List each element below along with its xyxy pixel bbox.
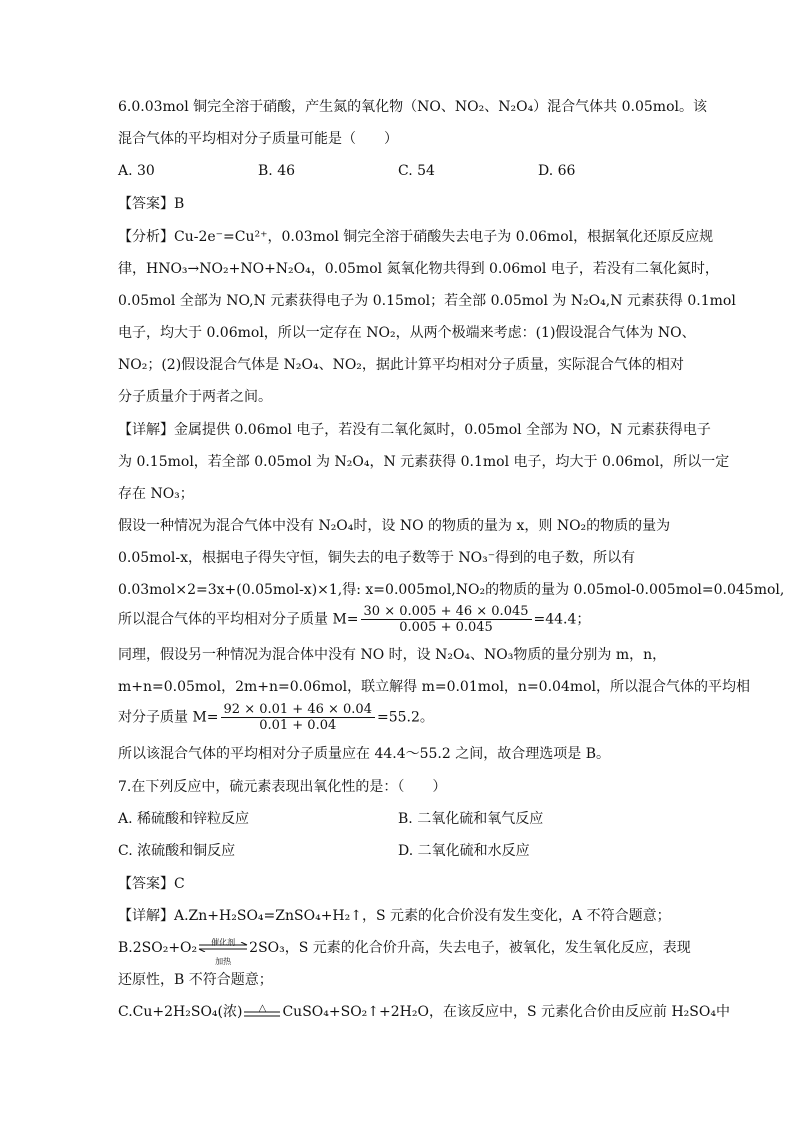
m2-suffix: =55.2。 <box>376 709 434 726</box>
q6-analysis-line: NO₂；(2)假设混合气体是 N₂O₄、NO₂，据此计算平均相对分子质量，实际混合气体的相对 <box>118 357 684 373</box>
q7-option-d: D. 二氧化硫和水反应 <box>398 843 530 859</box>
q6-detail-line: 存在 NO₃； <box>118 486 194 502</box>
q6-detail-line: 0.05mol-x，根据电子得失守恒，铜失去的电子数等于 NO₃⁻得到的电子数，所以有 <box>118 550 636 566</box>
q7-detail-c <box>118 1001 730 1023</box>
m1-prefix: 所以混合气体的平均相对分子质量 M= <box>118 611 359 628</box>
q6-analysis-line: 律，HNO₃→NO₂+NO+N₂O₄，0.05mol 氮氧化物共得到 0.06mol 电子，若没有二氧化氮时， <box>118 261 719 277</box>
q7-option-a: A. 稀硫酸和锌粒反应 <box>118 811 250 827</box>
m2-prefix: 对分子质量 M= <box>118 709 219 726</box>
m1-numerator: 30 × 0.005 + 46 × 0.045 <box>361 604 532 620</box>
q7-options-row1 <box>118 808 678 830</box>
q6-detail-line: 为 0.15mol，若全部 0.05mol 为 N₂O₄，N 元素获得 0.1mol 电子，均大于 0.06mol，所以一定 <box>118 454 730 470</box>
q7-stem: 7.在下列反应中，硫元素表现出氧化性的是：（ ） <box>118 779 447 795</box>
detail-c-prefix: C.Cu+2H₂SO₄(浓) <box>118 1004 243 1020</box>
heat-equals-icon <box>242 1002 282 1022</box>
reversible-arrow-icon <box>197 938 249 966</box>
q6-analysis-line: 0.05mol 全部为 NO,N 元素获得电子为 0.15mol；若全部 0.05mol 为 N₂O₄,N 元素获得 0.1mol <box>118 293 736 309</box>
q6-detail2-line: 同理，假设另一种情况为混合体中没有 NO 时，设 N₂O₄、NO₃物质的量分别为 m，n， <box>118 647 667 663</box>
q6-answer: 【答案】B <box>118 196 185 212</box>
m2-fraction <box>221 702 375 733</box>
m1-suffix: =44.4； <box>533 611 591 628</box>
q6-conclusion: 所以该混合气体的平均相对分子质量应在 44.4～55.2 之间，故合理选项是 B。 <box>118 746 610 762</box>
q6-detail-line: 【详解】金属提供 0.06mol 电子，若没有二氧化氮时，0.05mol 全部为 NO，N 元素获得电子 <box>118 422 711 438</box>
detail-b-prefix: B.2SO₂+O₂ <box>118 940 198 956</box>
q7-answer: 【答案】C <box>118 876 185 892</box>
q6-analysis-line: 电子，均大于 0.06mol，所以一定存在 NO₂，从两个极端来考虑：(1)假设混合气体为 NO、 <box>118 325 696 341</box>
q6-stem-line1: 6.0.03mol 铜完全溶于硝酸，产生氮的氧化物（NO、NO₂、N₂O₄）混合气体共 0.05mol。该 <box>118 99 707 115</box>
m1-denominator: 0.005 + 0.045 <box>399 620 493 635</box>
q7-detail-b <box>118 937 691 966</box>
q6-analysis-line: 【分析】Cu-2e⁻=Cu²⁺，0.03mol 铜完全溶于硝酸失去电子为 0.06mol，根据氧化还原反应规 <box>118 229 714 245</box>
q6-detail-line: 假设一种情况为混合气体中没有 N₂O₄时，设 NO 的物质的量为 x，则 NO₂的物质的量为 <box>118 518 671 534</box>
q6-option-c: C. 54 <box>398 163 435 179</box>
q7-options-row2 <box>118 840 678 862</box>
q6-formula-m2 <box>118 702 434 733</box>
m1-fraction <box>361 604 532 635</box>
heat-symbol: △ <box>258 1003 267 1014</box>
q6-option-a: A. 30 <box>118 163 155 179</box>
q6-detail2-line: m+n=0.05mol，2m+n=0.06mol，联立解得 m=0.01mol，n=0.04mol，所以混合气体的平均相 <box>118 679 751 695</box>
q6-formula-m1 <box>118 604 590 635</box>
q6-options <box>118 160 678 182</box>
q7-detail-b2: 还原性，B 不符合题意； <box>118 972 273 988</box>
q6-stem-line2: 混合气体的平均相对分子质量可能是（ ） <box>118 131 398 147</box>
detail-c-suffix: CuSO₄+SO₂↑+2H₂O，在该反应中，S 元素化合价由反应前 H₂SO₄中 <box>282 1004 730 1020</box>
m2-denominator: 0.01 + 0.04 <box>259 718 337 733</box>
q6-option-b: B. 46 <box>258 163 296 179</box>
catalyst-label: 催化剂 <box>211 938 236 947</box>
q7-option-c: C. 浓硫酸和铜反应 <box>118 843 236 859</box>
m2-numerator: 92 × 0.01 + 46 × 0.04 <box>221 702 375 718</box>
detail-b-suffix: 2SO₃，S 元素的化合价升高，失去电子，被氧化，发生氧化反应，表现 <box>249 940 691 956</box>
q7-detail-a: 【详解】A.Zn+H₂SO₄=ZnSO₄+H₂↑，S 元素的化合价没有发生变化，A 不符合题意； <box>118 908 671 924</box>
q6-option-d: D. 66 <box>538 163 576 179</box>
q6-analysis-line: 分子质量介于两者之间。 <box>118 389 272 405</box>
heating-label: 加热 <box>215 957 232 966</box>
q6-detail-line: 0.03mol×2=3x+(0.05mol-x)×1,得: x=0.005mol,NO₂的物质的量为 0.05mol-0.005mol=0.045mol, <box>118 582 785 598</box>
q7-option-b: B. 二氧化硫和氧气反应 <box>398 811 544 827</box>
